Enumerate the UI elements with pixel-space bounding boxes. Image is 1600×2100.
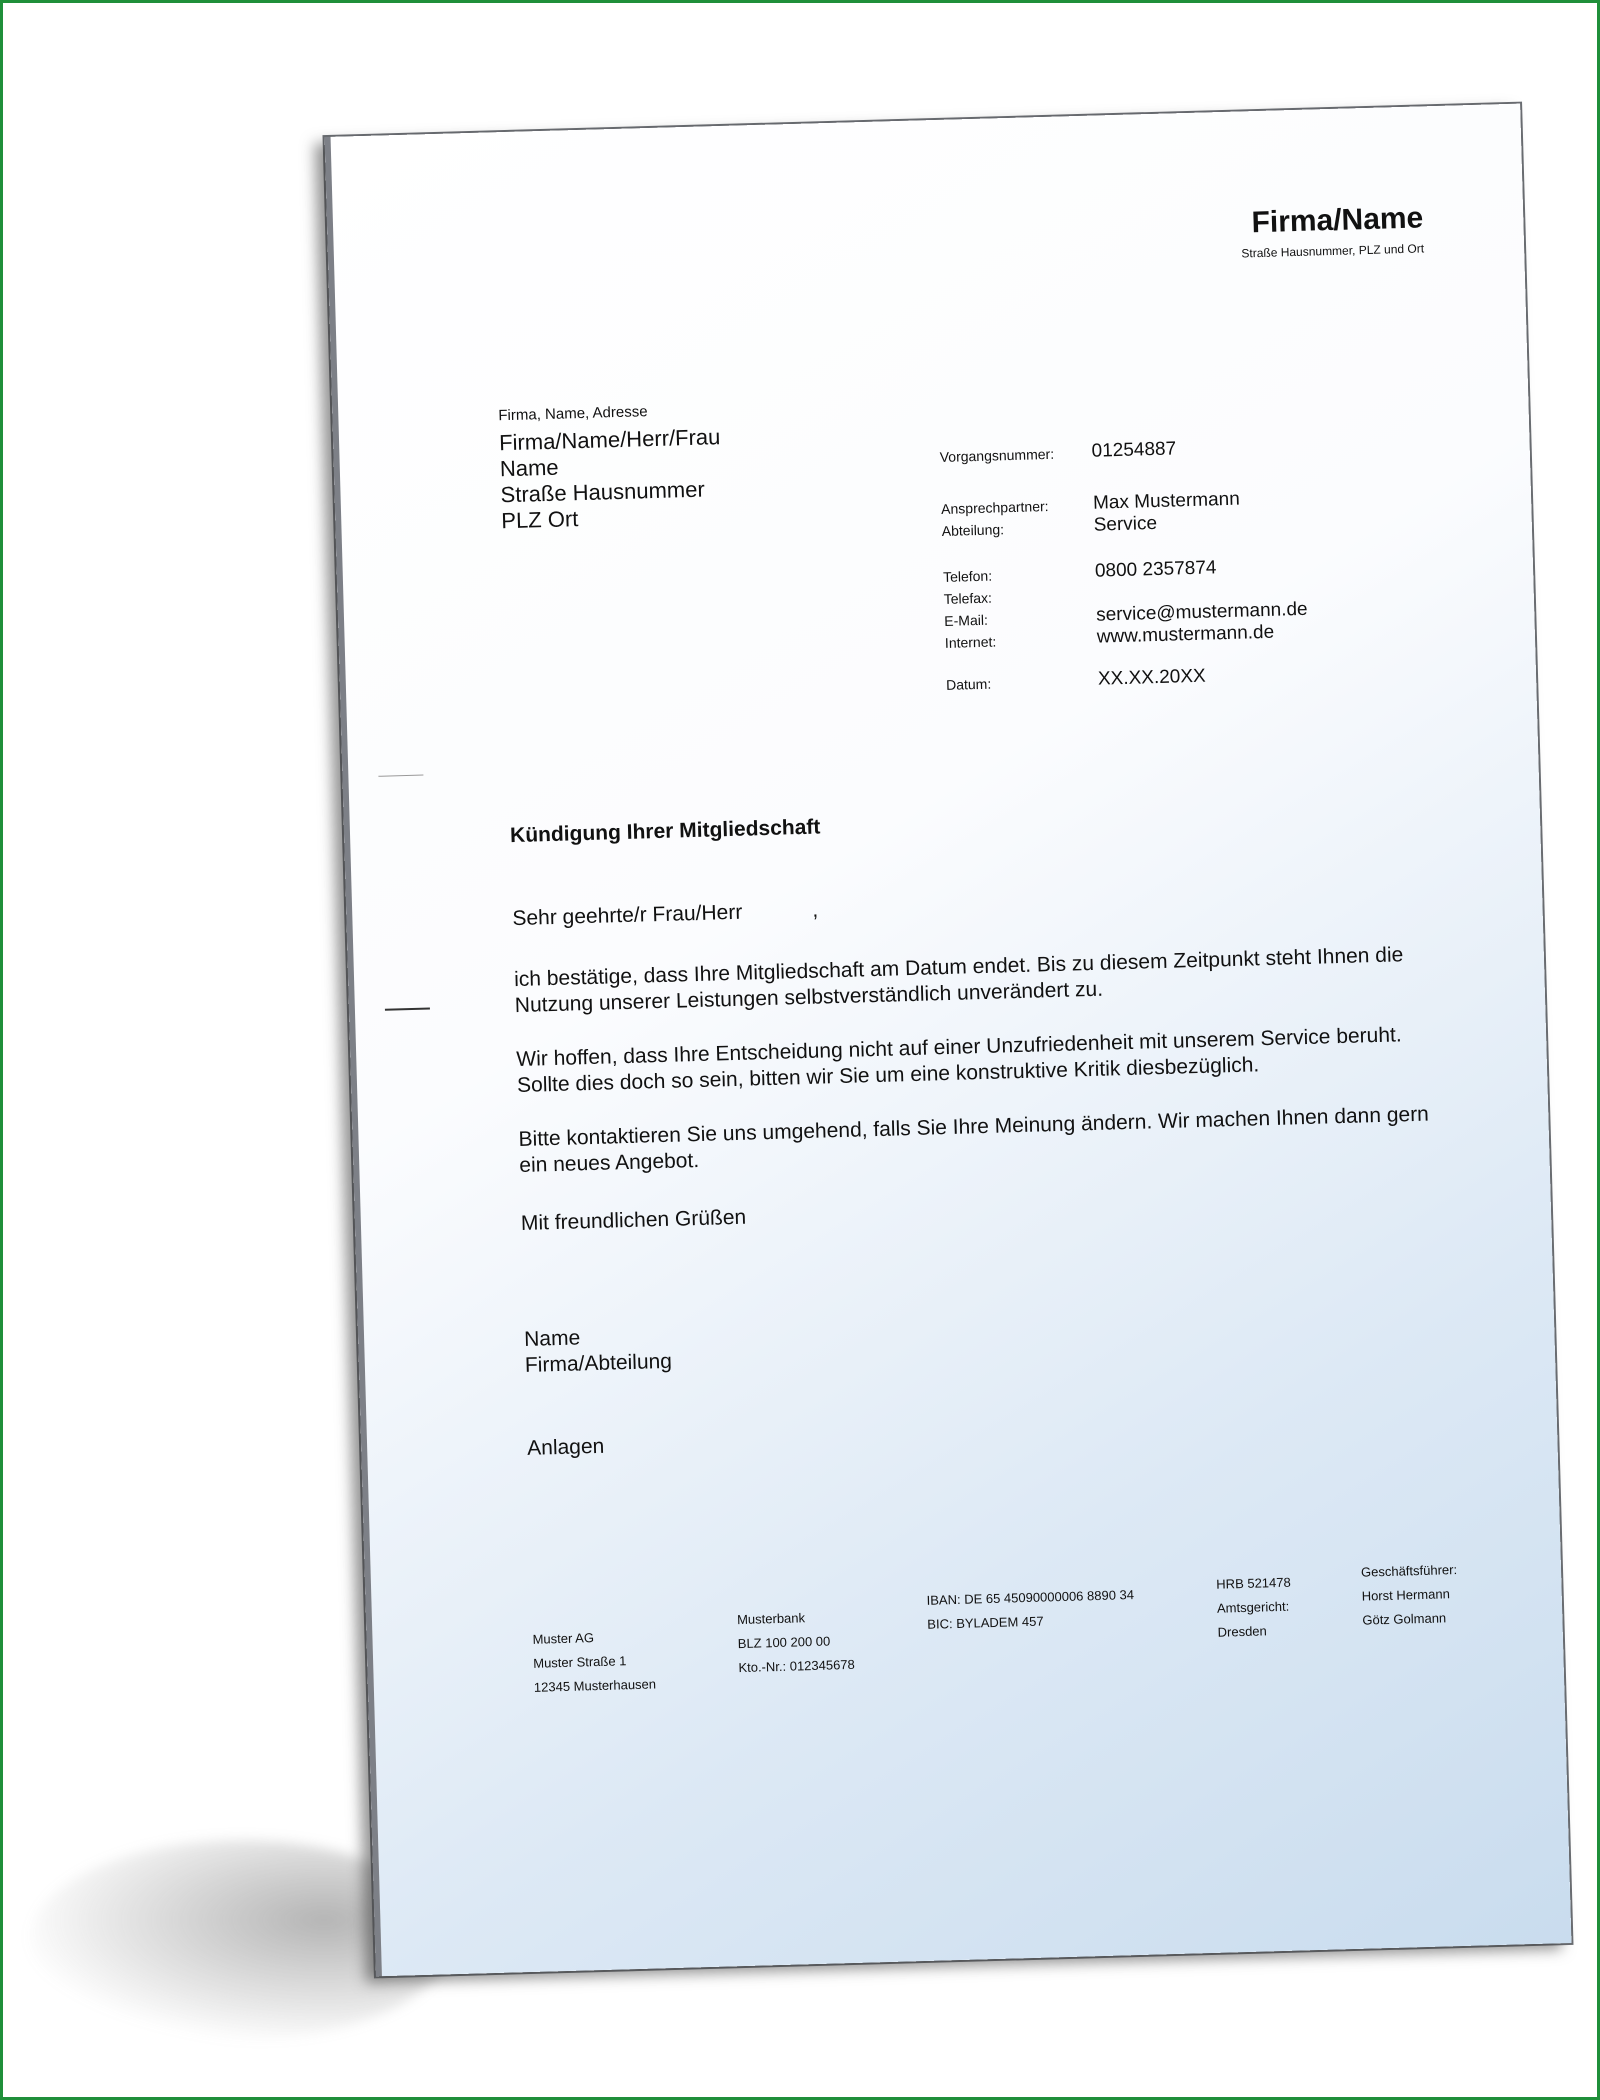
- footer-line: 12345 Musterhausen: [533, 1676, 657, 1695]
- company-address: Straße Hausnummer, PLZ und Ort: [1241, 241, 1425, 261]
- recipient-line: Straße Hausnummer: [500, 476, 706, 508]
- footer-bank: [737, 1605, 855, 1680]
- punch-mark: [385, 1007, 430, 1010]
- signer-department: Firma/Abteilung: [524, 1349, 673, 1377]
- info-value: XX.XX.20XX: [1097, 665, 1206, 690]
- footer-line: IBAN: DE 65 45090000006 8890 34: [926, 1587, 1135, 1608]
- letter-closing: Mit freundlichen Grüßen: [520, 1205, 747, 1235]
- footer-line: Götz Golmann: [1362, 1610, 1447, 1628]
- info-value: 0800 2357874: [1094, 557, 1217, 582]
- footer-line: HRB 521478: [1216, 1574, 1291, 1592]
- letter-paragraph: Wir hoffen, dass Ihre Entscheidung nicht auf einer Unzufriedenheit mit unserem Service beruht. Sollte dies doch so sein, bitten wir Sie um eine konstruktive Kritik diesbezüglich.: [516, 1023, 1402, 1098]
- info-label: Telefon:: [942, 567, 993, 585]
- recipient-line: PLZ Ort: [500, 506, 579, 534]
- company-name: Firma/Name: [1251, 201, 1424, 240]
- footer-line: Dresden: [1217, 1623, 1267, 1640]
- footer-iban: [926, 1583, 1135, 1637]
- footer-line: Amtsgericht:: [1216, 1598, 1290, 1616]
- letter-paragraph: ich bestätige, dass Ihre Mitgliedschaft am Datum endet. Bis zu diesem Zeitpunkt steht Ihnen die Nutzung unserer Leistungen selbstverständlich unverändert zu.: [513, 943, 1404, 1018]
- letter-salutation: Sehr geehrte/r Frau/Herr ,: [512, 898, 819, 931]
- footer-company: [532, 1624, 656, 1699]
- info-label: E-Mail:: [944, 611, 989, 629]
- footer-management: [1361, 1558, 1459, 1633]
- info-value: service@mustermann.de: [1095, 598, 1308, 626]
- info-label: Telefax:: [943, 589, 993, 607]
- info-value: Max Mustermann: [1092, 488, 1241, 514]
- footer-line: Horst Hermann: [1361, 1586, 1451, 1604]
- info-block: [939, 434, 1346, 695]
- info-label: Datum:: [945, 675, 992, 693]
- footer-line: Muster Straße 1: [533, 1653, 627, 1671]
- footer-line: Geschäftsführer:: [1360, 1561, 1458, 1580]
- sender-return-line: Firma, Name, Adresse: [498, 403, 648, 425]
- letter-paragraph: Bitte kontaktieren Sie uns umgehend, falls Sie Ihre Meinung ändern. Wir machen Ihnen dann gern ein neues Angebot.: [518, 1102, 1430, 1178]
- letter-subject: Kündigung Ihrer Mitgliedschaft: [509, 815, 821, 848]
- info-value: 01254887: [1091, 438, 1177, 462]
- footer-line: Kto.-Nr.: 012345678: [738, 1656, 855, 1676]
- letter-body: [514, 941, 1440, 1207]
- info-label: Abteilung:: [941, 521, 1005, 539]
- letter-page: [325, 104, 1572, 1977]
- signature-block: [524, 1323, 672, 1379]
- info-label: Ansprechpartner:: [940, 497, 1049, 517]
- footer-line: Musterbank: [736, 1610, 806, 1628]
- footer-line: Muster AG: [532, 1630, 595, 1647]
- info-value: www.mustermann.de: [1096, 621, 1275, 648]
- footer-register: [1216, 1571, 1292, 1645]
- letter-footer: [531, 1561, 1465, 1732]
- recipient-address: [499, 424, 723, 534]
- fold-mark: [378, 775, 423, 777]
- info-value: Service: [1093, 512, 1158, 536]
- recipient-line: Firma/Name/Herr/Frau: [498, 424, 721, 456]
- recipient-line: Name: [499, 454, 559, 482]
- attachments-label: Anlagen: [526, 1434, 605, 1460]
- info-label: Internet:: [944, 633, 997, 651]
- signer-name: Name: [523, 1326, 581, 1351]
- info-label: Vorgangsnummer:: [939, 445, 1055, 466]
- footer-line: BLZ 100 200 00: [737, 1633, 831, 1652]
- footer-line: BIC: BYLADEM 457: [927, 1613, 1044, 1632]
